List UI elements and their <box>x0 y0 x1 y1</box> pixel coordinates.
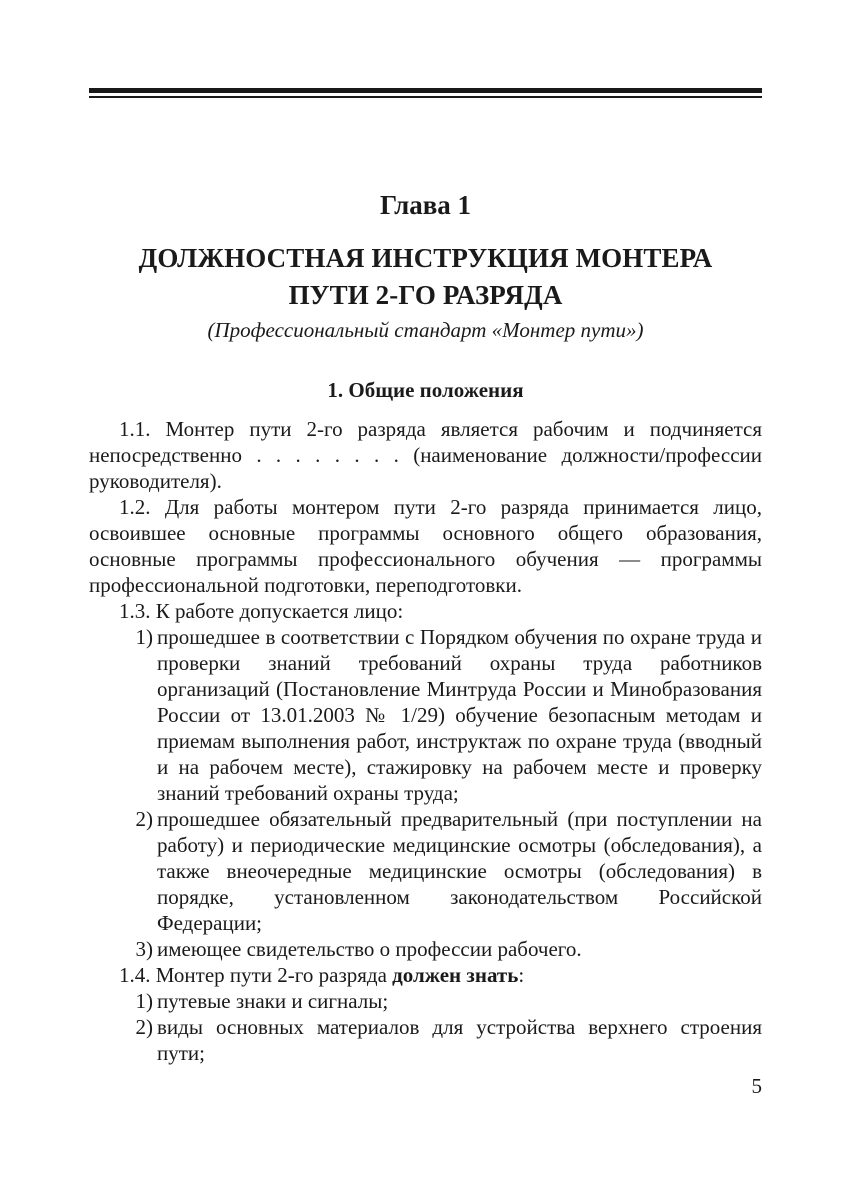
document-subtitle: (Профессиональный стандарт «Монтер пути») <box>207 318 644 342</box>
paragraph-1-1: 1.1. Монтер пути 2-го разряда является рабочим и подчиняется непосредственно . . . . . . . . (наименование должности/профессии руководителя). <box>89 417 762 493</box>
header-rule-thick <box>89 88 762 93</box>
list-item-text: прошедшее обязательный предварительный (при поступлении на работу) и периодические медицинские осмотры (обследования), а также внеочередные медицинские осмотры (обследования) в порядке, установленном законодательством Российской Федерации; <box>157 807 762 935</box>
list-item-text: имеющее свидетельство о профессии рабочего. <box>157 937 582 961</box>
list-item-text: путевые знаки и сигналы; <box>157 989 389 1013</box>
document-title <box>89 240 762 314</box>
title-line-2: ПУТИ 2-ГО РАЗРЯДА <box>288 280 563 310</box>
list-item-number: 2) <box>135 1015 153 1039</box>
paragraph-1-3: 1.3. К работе допускается лицо: <box>119 599 404 623</box>
chapter-heading: Глава 1 <box>379 190 472 220</box>
list-item-number: 2) <box>135 807 153 831</box>
paragraph-1-4-suffix: : <box>518 963 525 987</box>
list-item-text: виды основных материалов для устройства верхнего строения пути; <box>157 1015 762 1065</box>
section-heading: 1. Общие положения <box>327 378 524 402</box>
paragraph-1-4-bold: должен знать <box>392 963 519 987</box>
paragraph-1-2: 1.2. Для работы монтером пути 2-го разряда принимается лицо, освоившее основные программы основного общего образования, основные программы профессионального обучения — программы профессиональной подготовки, переподготовки. <box>89 495 762 597</box>
list-item <box>89 936 762 962</box>
paragraph-1-4 <box>89 962 762 988</box>
list-item <box>89 1014 762 1066</box>
list-item-number: 1) <box>135 625 153 649</box>
list-item-text: прошедшее в соответствии с Порядком обучения по охране труда и проверки знаний требований охраны труда работников организаций (Постановление Минтруда России и Минобразования России от 13.01.2003 № 1/29) обучение безопасным методам и приемам выполнения работ, инструктаж по охране труда (вводный и на рабочем месте), стажировку на рабочем месте и проверку знаний требований охраны труда; <box>157 625 762 805</box>
list-item <box>89 806 762 936</box>
paragraph-1-4-prefix: 1.4. Монтер пути 2-го разряда <box>119 963 393 987</box>
page-number: 5 <box>751 1074 762 1098</box>
list-item <box>89 624 762 806</box>
title-line-1: ДОЛЖНОСТНАЯ ИНСТРУКЦИЯ МОНТЕРА <box>138 243 713 273</box>
document-body <box>89 416 762 1066</box>
list-item-number: 3) <box>135 937 153 961</box>
list-item-number: 1) <box>135 989 153 1013</box>
header-rule-thin <box>89 96 762 98</box>
list-item <box>89 988 762 1014</box>
